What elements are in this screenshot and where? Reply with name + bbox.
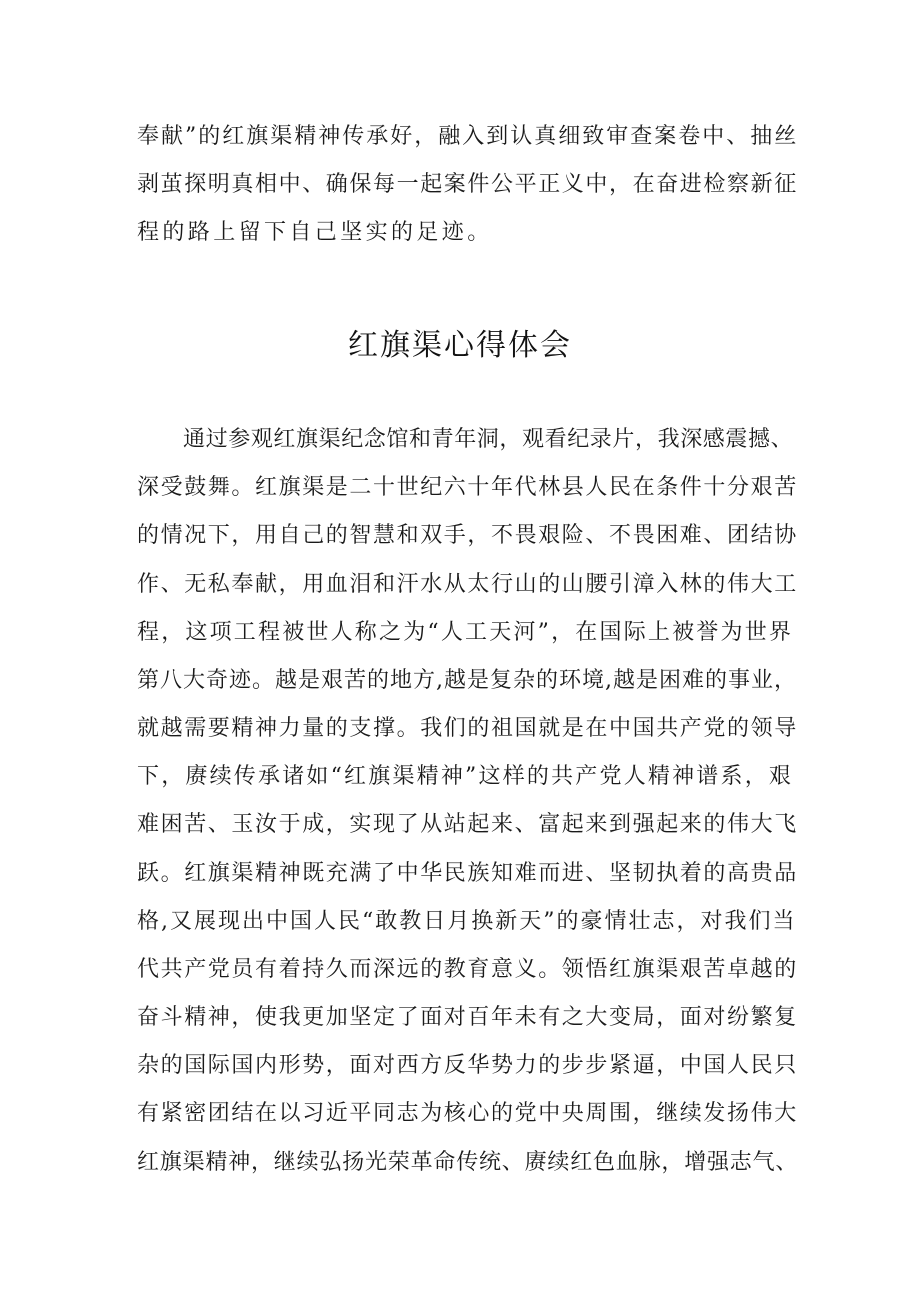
text-line: 杂的国际国内形势，面对西方反华势力的步步紧逼，中国人民只 (137, 1053, 798, 1078)
text-line: 作、无私奉献，用血泪和汗水从太行山的山腰引漳入林的伟大工 (137, 572, 798, 597)
text-line: 就越需要精神力量的支撑。我们的祖国就是在中国共产党的领导 (137, 716, 798, 741)
text-line: 有紧密团结在以习近平同志为核心的党中央周围，继续发扬伟大 (137, 1101, 798, 1126)
text-line: 剥茧探明真相中、确保每一起案件公平正义中，在奋进检察新征 (137, 172, 798, 197)
text-line: 红旗渠精神，继续弘扬光荣革命传统、赓续红色血脉，增强志气、 (137, 1150, 799, 1175)
text-line: 奉献”的红旗渠精神传承好，融入到认真细致审查案卷中、抽丝 (137, 124, 799, 149)
text-line: 程，这项工程被世人称之为“人工天河”，在国际上被誉为世界 (137, 620, 794, 645)
text-line: 下，赓续传承诸如“红旗渠精神”这样的共产党人精神谱系，艰 (137, 764, 794, 789)
text-line: 的情况下，用自己的智慧和双手，不畏艰险、不畏困难、团结协 (137, 523, 798, 548)
text-line: 跃。红旗渠精神既充满了中华民族知难而进、坚韧执着的高贵品 (137, 861, 798, 886)
text-line: 格,又展现出中国人民“敢教日月换新天”的豪情壮志，对我们当 (137, 909, 797, 934)
text-line: 难困苦、玉汝于成，实现了从站起来、富起来到强起来的伟大飞 (137, 812, 798, 837)
text-line: 代共产党员有着持久而深远的教育意义。领悟红旗渠艰苦卓越的 (137, 957, 798, 982)
text-line: 程的路上留下自己坚实的足迹。 (137, 220, 493, 245)
document-title: 红旗渠心得体会 (348, 328, 572, 363)
text-line: 通过参观红旗渠纪念馆和青年洞，观看纪录片，我深感震撼、 (183, 427, 794, 452)
text-line: 深受鼓舞。红旗渠是二十世纪六十年代林县人民在条件十分艰苦 (137, 475, 798, 500)
text-line: 第八大奇迹。越是艰苦的地方,越是复杂的环境,越是困难的事业， (137, 668, 797, 693)
text-line: 奋斗精神，使我更加坚定了面对百年未有之大变局，面对纷繁复 (137, 1005, 798, 1030)
